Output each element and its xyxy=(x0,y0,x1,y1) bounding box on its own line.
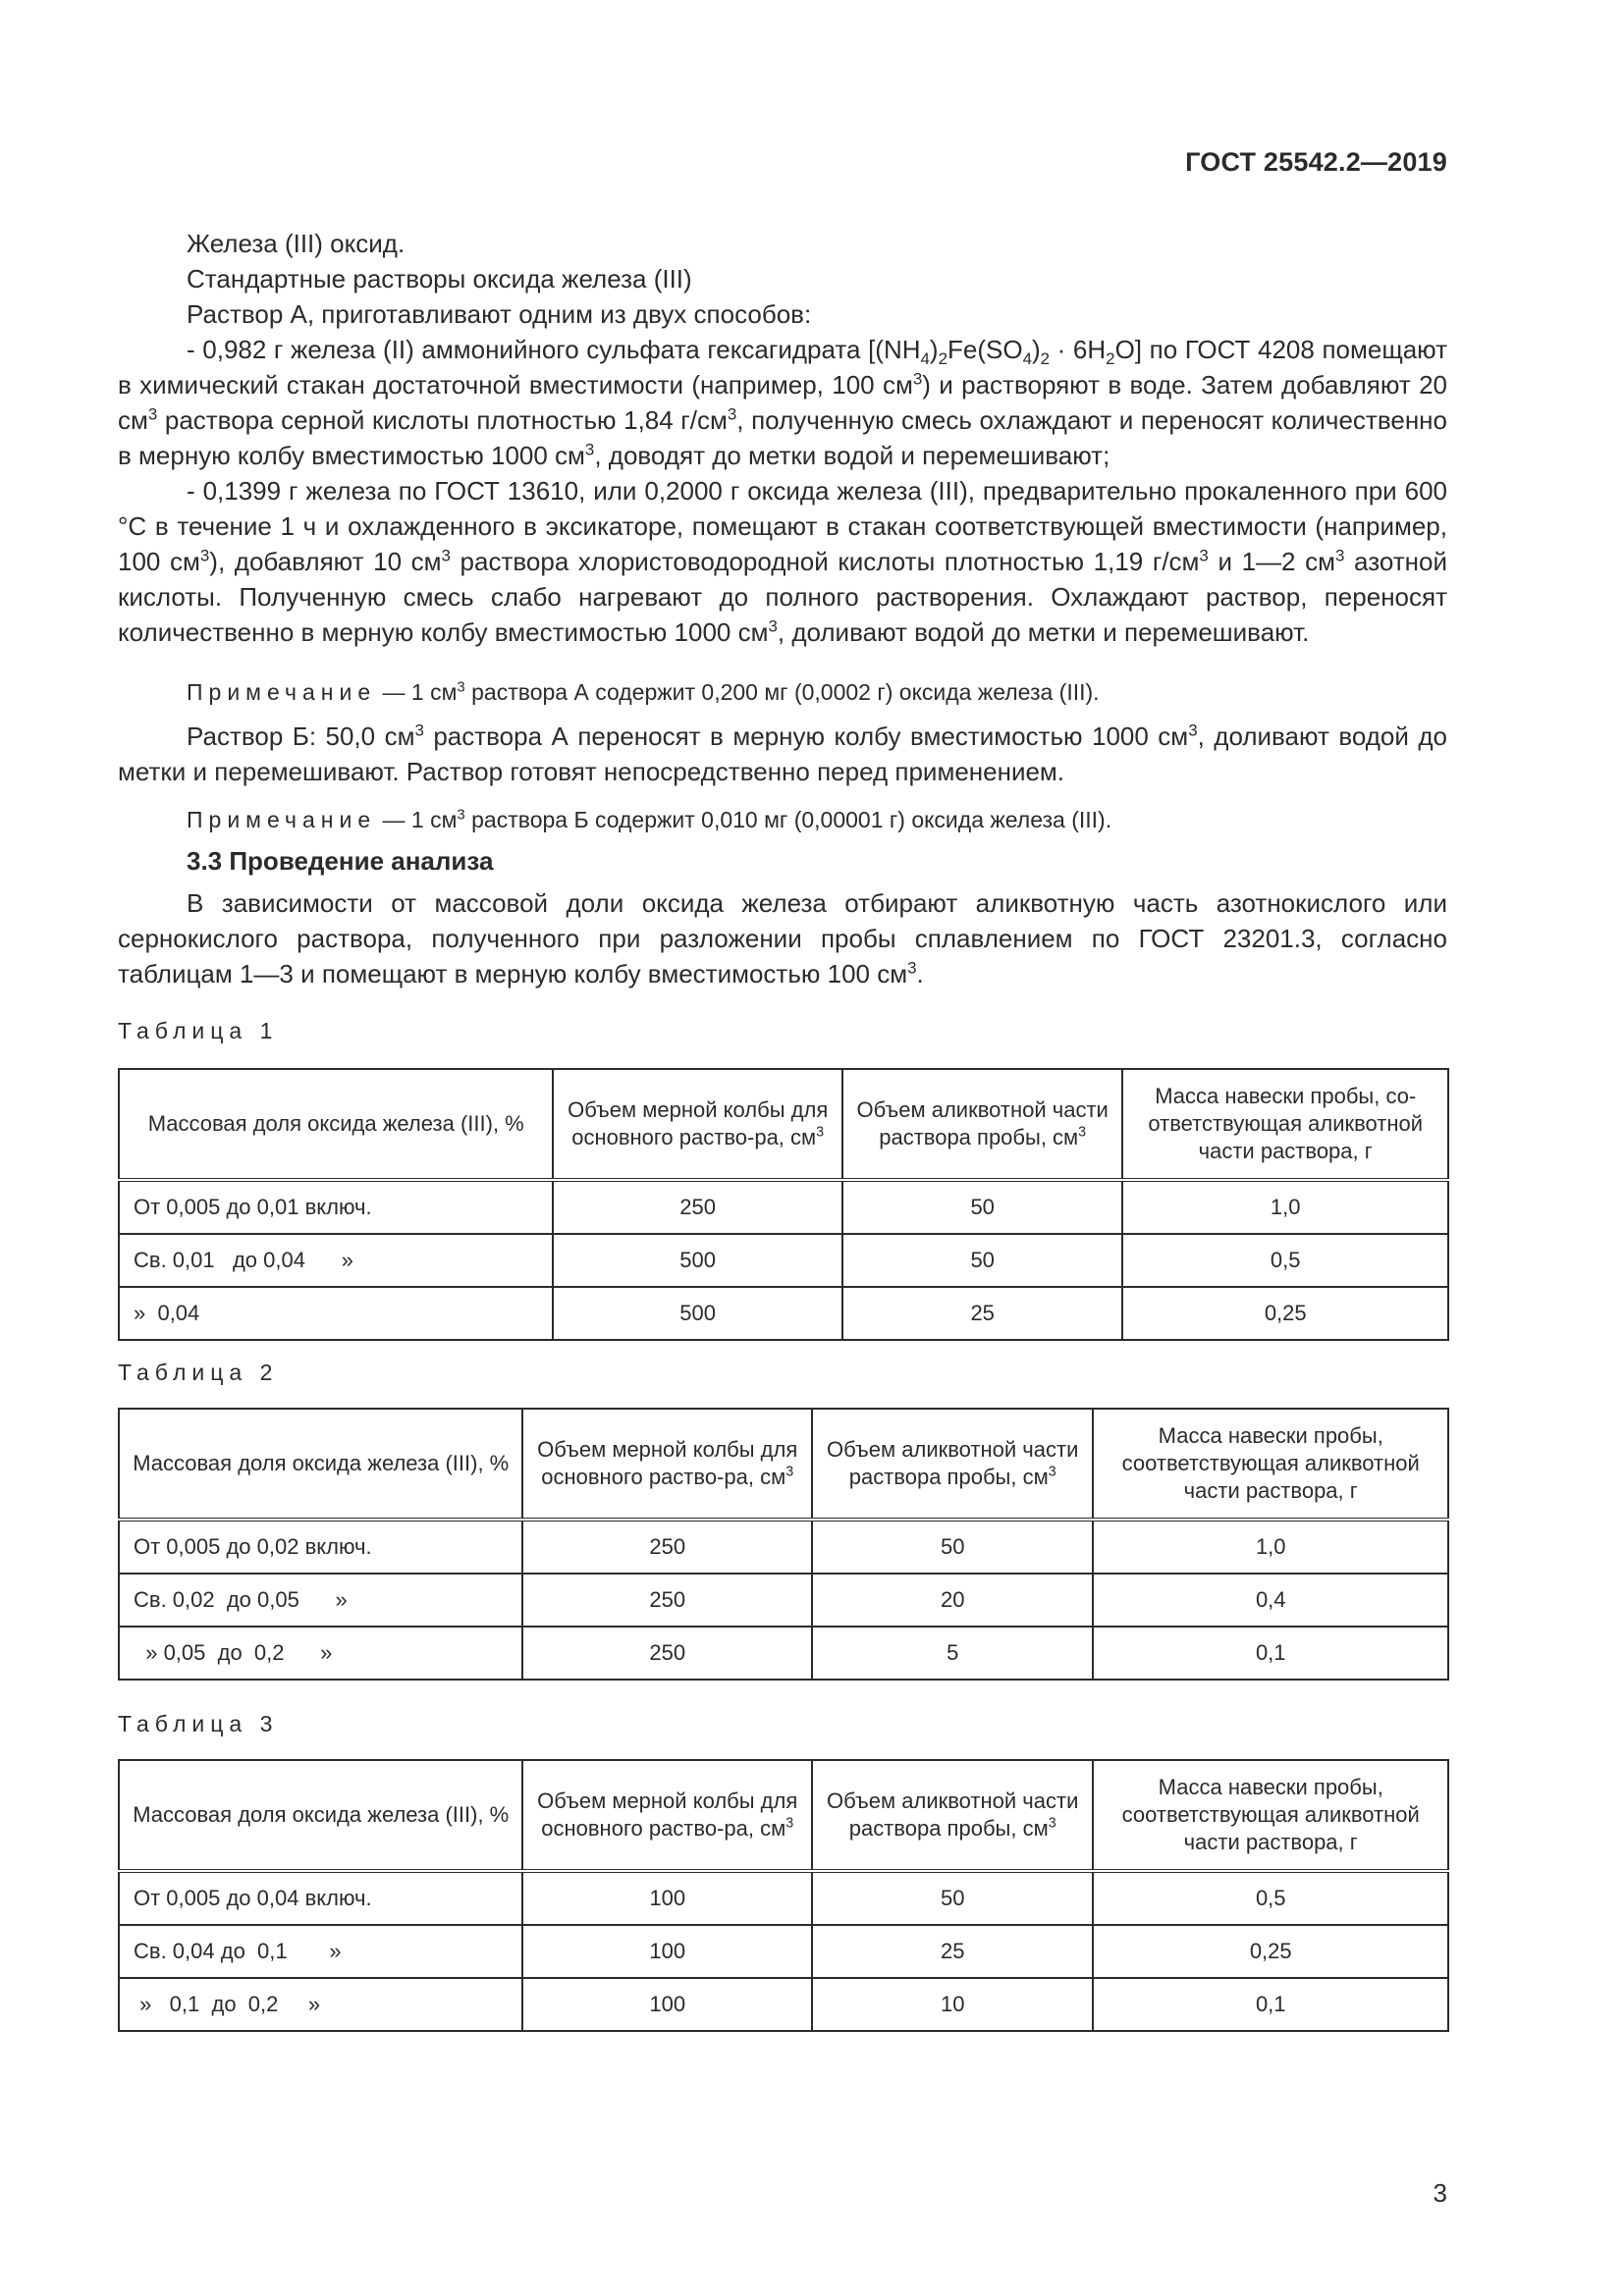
table-header-cell: Массовая доля оксида железа (III), % xyxy=(119,1760,522,1871)
table-cell: » 0,05 до 0,2 » xyxy=(119,1627,522,1680)
table-cell: Св. 0,04 до 0,1 » xyxy=(119,1925,522,1978)
table-header-row xyxy=(119,1760,1448,1871)
section-heading: 3.3 Проведение анализа xyxy=(187,846,494,876)
table-header-cell: Объем аликвотной части раствора пробы, $см^3$ xyxy=(842,1069,1123,1180)
table-header-cell: Масса навески пробы, соответствующая аликвотной части раствора, г xyxy=(1093,1760,1448,1871)
table-cell: 10 xyxy=(812,1978,1094,2031)
paragraph-method-1: - 0,982 г железа (II) аммонийного сульфата гексагидрата $[(NH_4)_2Fe(SO_4)_2 \cdot 6H_2O]$ по ГОСТ 4208 помещают в химический стакан достаточной вместимости (например, 100 $см^3$) и растворяют в воде. Затем добавляют 20 $см^3$ раствора серной кислоты плотностью 1,84 $г/см^3$, полученную смесь охлаждают и переносят количественно в мерную колбу вместимостью 1000 $см^3$, доводят до метки водой и перемешивают; xyxy=(118,335,1448,470)
table-1-caption: Таблица 1 xyxy=(118,1018,279,1043)
table-cell: 0,1 xyxy=(1093,1627,1448,1680)
table-1 xyxy=(118,1068,1449,1341)
table-3-caption: Таблица 3 xyxy=(118,1711,279,1736)
table-row xyxy=(119,1627,1448,1680)
table-cell: 0,5 xyxy=(1122,1234,1448,1287)
table-header-row xyxy=(119,1069,1448,1180)
table-header-cell: Массовая доля оксида железа (III), % xyxy=(119,1409,522,1520)
page-number: 3 xyxy=(1433,2178,1447,2208)
table-cell: 100 xyxy=(522,1978,811,2031)
table-row xyxy=(119,1180,1448,1234)
table-cell: 100 xyxy=(522,1871,811,1925)
note-solution-b: Примечание — 1 $см^3$ раствора Б содержит 0,010 мг (0,00001 г) оксида железа (III). xyxy=(187,806,1112,832)
table-cell: 0,1 xyxy=(1093,1978,1448,2031)
paragraph-solution-b: Раствор Б: 50,0 $см^3$ раствора А переносят в мерную колбу вместимостью 1000 $см^3$, доливают водой до метки и перемешивают. Раствор готовят непосредственно перед применением. xyxy=(118,721,1447,786)
table-cell: 0,5 xyxy=(1093,1871,1448,1925)
table-cell: 5 xyxy=(812,1627,1094,1680)
table-cell: 500 xyxy=(553,1234,841,1287)
table-cell: 50 xyxy=(812,1520,1094,1574)
table-cell: 0,25 xyxy=(1122,1287,1448,1340)
table-cell: От 0,005 до 0,04 включ. xyxy=(119,1871,522,1925)
table-cell: 0,4 xyxy=(1093,1574,1448,1627)
table-cell: От 0,005 до 0,02 включ. xyxy=(119,1520,522,1574)
table-row xyxy=(119,1871,1448,1925)
table-header-row xyxy=(119,1409,1448,1520)
note-solution-a: Примечание — 1 $см^3$ раствора А содержит 0,200 мг (0,0002 г) оксида железа (III). xyxy=(187,678,1100,705)
table-cell: 20 xyxy=(812,1574,1094,1627)
table-row xyxy=(119,1520,1448,1574)
table-cell: 250 xyxy=(522,1520,811,1574)
table-row xyxy=(119,1978,1448,2031)
table-header-cell: Массовая доля оксида железа (III), % xyxy=(119,1069,553,1180)
table-cell: 250 xyxy=(553,1180,841,1234)
table-header-cell: Объем аликвотной части раствора пробы, $см^3$ xyxy=(812,1760,1094,1871)
table-header-cell: Объем мерной колбы для основного раство-ра, $см^3$ xyxy=(522,1409,811,1520)
table-cell: Св. 0,01 до 0,04 » xyxy=(119,1234,553,1287)
table-cell: » 0,04 xyxy=(119,1287,553,1340)
table-cell: 25 xyxy=(812,1925,1094,1978)
table-row xyxy=(119,1574,1448,1627)
paragraph-iron-oxide: Железа (III) оксид. xyxy=(187,229,406,258)
paragraph-analysis: В зависимости от массовой доли оксида железа отбирают аликвотную часть азотнокислого или сернокислого раствора, полученного при разложении пробы сплавлением по ГОСТ 23201.3, согласно таблицам 1—3 и помещают в мерную колбу вместимостью 100 $см^3$. xyxy=(118,888,1447,988)
table-row xyxy=(119,1287,1448,1340)
document-standard-number: ГОСТ 25542.2—2019 xyxy=(1185,147,1447,177)
table-cell: 50 xyxy=(842,1180,1123,1234)
table-header-cell: Объем мерной колбы для основного раство-ра, $см^3$ xyxy=(522,1760,811,1871)
table-header-cell: Масса навески пробы, со-ответствующая аликвотной части раствора, г xyxy=(1122,1069,1448,1180)
table-row xyxy=(119,1234,1448,1287)
table-cell: 250 xyxy=(522,1627,811,1680)
table-2 xyxy=(118,1408,1449,1681)
table-cell: 50 xyxy=(812,1871,1094,1925)
paragraph-solution-a-intro: Раствор А, приготавливают одним из двух способов: xyxy=(187,299,812,329)
table-cell: 25 xyxy=(842,1287,1123,1340)
table-3 xyxy=(118,1759,1449,2032)
table-2-caption: Таблица 2 xyxy=(118,1360,279,1385)
table-cell: 1,0 xyxy=(1122,1180,1448,1234)
table-cell: 100 xyxy=(522,1925,811,1978)
paragraph-method-2: - 0,1399 г железа по ГОСТ 13610, или 0,2000 г оксида железа (III), предварительно прокаленного при 600 °С в течение 1 ч и охлажденного в эксикаторе, помещают в стакан соответствующей вместимости (например, 100 $см^3$), добавляют 10 $см^3$ раствора хлористоводородной кислоты плотностью 1,19 $г/см^3$ и 1—2 $см^3$ азотной кислоты. Полученную смесь слабо нагревают до полного растворения. Охлаждают раствор, переносят количественно в мерную колбу вместимостью 1000 $см^3$, доливают водой до метки и перемешивают. xyxy=(118,476,1447,647)
table-cell: Св. 0,02 до 0,05 » xyxy=(119,1574,522,1627)
table-cell: 250 xyxy=(522,1574,811,1627)
table-header-cell: Объем мерной колбы для основного раство-ра, $см^3$ xyxy=(553,1069,841,1180)
table-cell: От 0,005 до 0,01 включ. xyxy=(119,1180,553,1234)
table-cell: 500 xyxy=(553,1287,841,1340)
paragraph-standard-solutions: Стандартные растворы оксида железа (III) xyxy=(187,264,692,294)
table-row xyxy=(119,1925,1448,1978)
table-header-cell: Объем аликвотной части раствора пробы, $см^3$ xyxy=(812,1409,1094,1520)
table-cell: 50 xyxy=(842,1234,1123,1287)
table-cell: 1,0 xyxy=(1093,1520,1448,1574)
table-cell: » 0,1 до 0,2 » xyxy=(119,1978,522,2031)
table-cell: 0,25 xyxy=(1093,1925,1448,1978)
table-header-cell: Масса навески пробы, соответствующая аликвотной части раствора, г xyxy=(1093,1409,1448,1520)
